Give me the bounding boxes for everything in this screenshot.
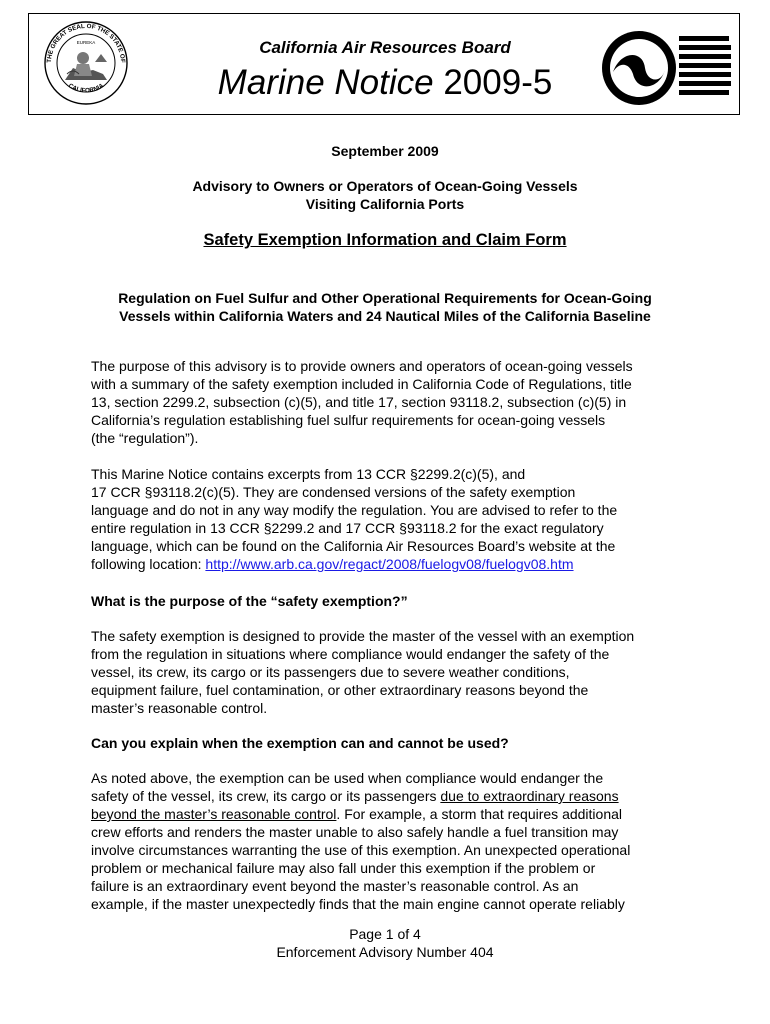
paragraph-when-used-text-a: As noted above, the exemption can be used when compliance would endanger the safety of the vessel, its crew, its cargo or its passengers <box>91 770 604 804</box>
header-box <box>28 13 740 115</box>
paragraph-purpose: The purpose of this advisory is to provide owners and operators of ocean-going vessels with a summary of the safety exemption included in California Code of Regulations, title 13, section 2299.2, subsection (c)(5), and title 17, section 93118.2, subsection (c)(5) in California’s regulation establishing fuel sulfur requirements for ocean-going vessels (the “regulation”). <box>91 358 633 446</box>
underlined-phrase-1: due to extraordinary reasons <box>440 788 619 804</box>
paragraph-when-used-text-b: . For example, a storm that requires additional crew efforts and renders the master unable to also safely handle a fuel transition may involve circumstances warranting the use of this exemption. An unexpected operational problem or mechanical failure may also fall under this exemption if the problem or failure is an extraordinary event beyond the master’s reasonable control. As an example, if the master unexpectedly finds that the main engine cannot operate reliably <box>91 806 631 912</box>
regulation-heading <box>0 289 770 325</box>
notice-date: September 2009 <box>331 143 439 159</box>
form-title: Safety Exemption Information and Claim Form <box>203 231 567 249</box>
regulation-link[interactable]: http://www.arb.ca.gov/regact/2008/fuelogv08/fuelogv08.htm <box>205 556 574 572</box>
regulation-line-1: Regulation on Fuel Sulfur and Other Operational Requirements for Ocean-Going <box>118 290 652 306</box>
seal-motto: EUREKA <box>76 40 96 45</box>
organization-name: California Air Resources Board <box>259 38 511 57</box>
question-purpose: What is the purpose of the “safety exemption?” <box>91 593 408 609</box>
regulation-line-2: Vessels within California Waters and 24 Nautical Miles of the California Baseline <box>119 308 651 324</box>
paragraph-when-used <box>91 769 691 913</box>
notice-title-label: Marine Notice <box>217 63 434 102</box>
paragraph-excerpts <box>91 465 691 573</box>
paragraph-excerpts-text: This Marine Notice contains excerpts from 13 CCR §2299.2(c)(5), and 17 CCR §93118.2(c)(5). They are condensed versions of the safety exemption language and do not in any way modify the regulation. You are advised to refer to the entire regulation in 13 CCR §2299.2 and 17 CCR §93118.2 for the exact regulatory language, which can be found on the California Air Resources Board’s website at the following location: <box>91 466 618 572</box>
notice-number: 2009-5 <box>443 63 553 102</box>
seal-text-top: THE GREAT SEAL OF THE STATE OF <box>45 22 127 64</box>
advisory-heading <box>0 177 770 213</box>
advisory-line-1: Advisory to Owners or Operators of Ocean-Going Vessels <box>192 178 578 194</box>
arb-logo-icon <box>599 28 731 108</box>
advisory-line-2: Visiting California Ports <box>305 196 465 212</box>
page-number: Page 1 of 4 <box>349 926 421 942</box>
underlined-phrase-2: beyond the master’s reasonable control <box>91 806 337 822</box>
advisory-number: Enforcement Advisory Number 404 <box>276 944 494 960</box>
paragraph-safety-exemption: The safety exemption is designed to provide the master of the vessel with an exemption from the regulation in situations where compliance would endanger the safety of the vessel, its crew, its cargo or its passengers due to severe weather conditions, equipment failure, fuel contamination, or other extraordinary reasons beyond the master’s reasonable control. <box>91 628 635 716</box>
seal-text-bottom: CALIFORNIA <box>67 82 105 95</box>
question-when-used: Can you explain when the exemption can and cannot be used? <box>91 735 509 751</box>
